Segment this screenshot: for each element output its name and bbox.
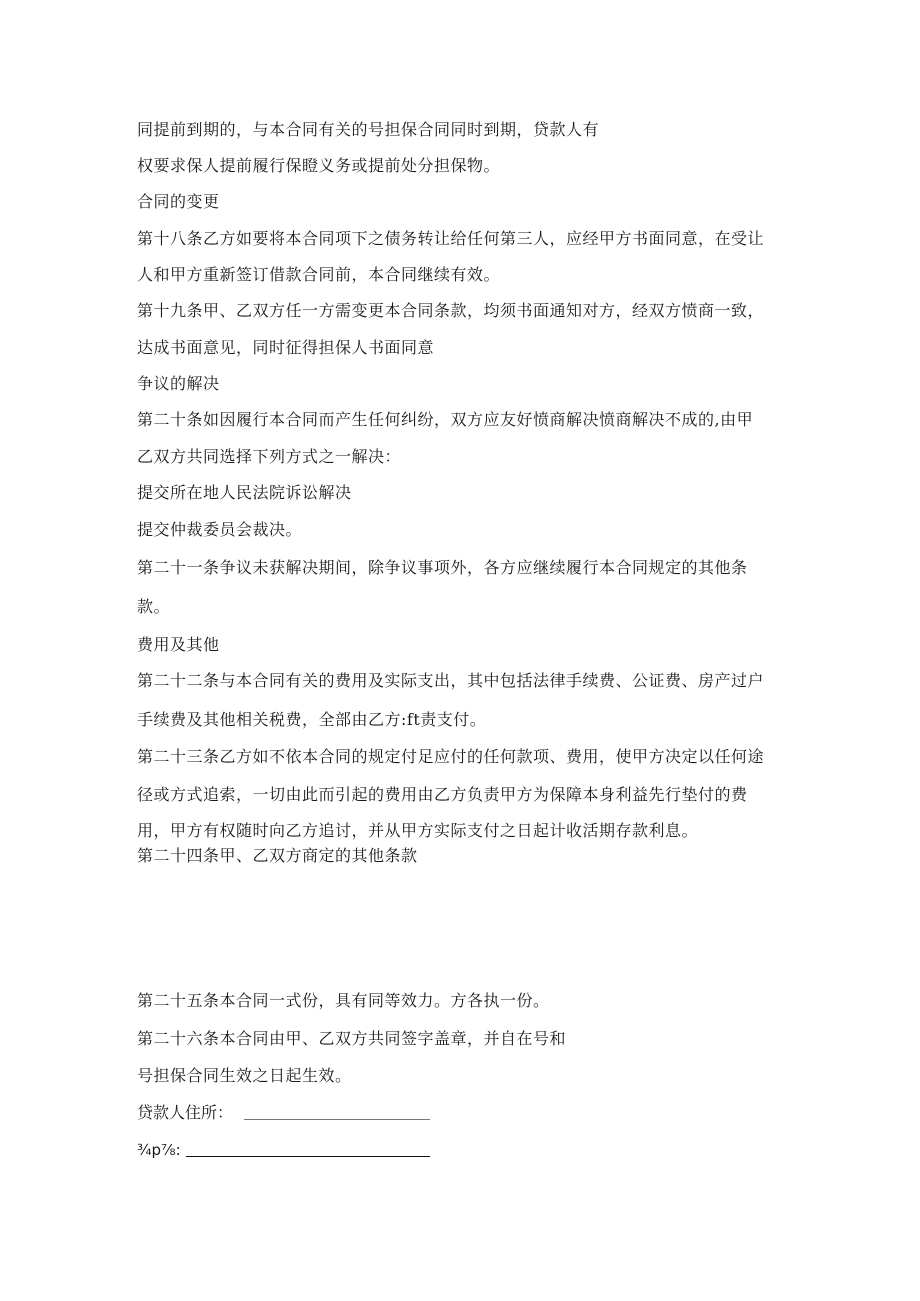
section-heading-dispute: 争议的解决 xyxy=(137,374,220,393)
article-26-line-2: 号担保合同生效之日起生效。 xyxy=(137,1066,352,1085)
article-23-line-2: 径或方式追索，一切由此而引起的费用由乙方负责甲方为保障本身利益先行垫付的费 xyxy=(137,785,748,804)
article-22-line-2: 手续费及其他相关税费，全部由乙方:ft责支付。 xyxy=(137,710,487,729)
dispute-option-court: 提交所在地人民法院诉讼解决 xyxy=(137,483,352,502)
article-26-line-1: 第二十六条本合同由甲、乙双方共同签字盖章，并自在号和 xyxy=(137,1029,567,1048)
garbled-field-blank[interactable] xyxy=(186,1156,430,1157)
article-22-line-1: 第二十二条与本合同有关的费用及实际支出，其中包括法律手续费、公证费、房产过户 xyxy=(137,671,765,690)
article-21-line-2: 款。 xyxy=(137,597,171,616)
lender-address-blank[interactable] xyxy=(244,1119,430,1120)
section-heading-contract-change: 合同的变更 xyxy=(137,192,220,211)
article-23-line-1: 第二十三条乙方如不依本合同的规定付足应付的任何款项、费用，使甲方决定以任何途 xyxy=(137,747,765,766)
article-18-line-2: 人和甲方重新签订借款合同前，本合同继续有效。 xyxy=(137,265,501,284)
article-23-line-3: 用，甲方有权随时向乙方追讨，并从甲方实际支付之日起计收活期存款利息。 xyxy=(137,821,699,840)
garbled-field-label: ¾p⅞: xyxy=(137,1141,181,1159)
text-line-2: 权要求保人提前履行保瞪义务或提前处分担保物。 xyxy=(137,156,501,175)
article-19-line-1: 第十九条甲、乙双方任一方需变更本合同条款，均须书面通知对方，经双方愤商一致， xyxy=(137,301,765,320)
article-19-line-2: 达成书面意见，同时征得担保人书面同意 xyxy=(137,338,435,357)
section-heading-costs: 费用及其他 xyxy=(137,635,220,654)
article-25: 第二十五条本合同一式份，具有同等效力。方各执一份。 xyxy=(137,991,550,1010)
lender-address-label: 贷款人住所： xyxy=(137,1103,234,1122)
article-24: 第二十四条甲、乙双方商定的其他条款 xyxy=(137,846,418,865)
article-18-line-1: 第十八条乙方如要将本合同项下之债务转让给任何第三人，应经甲方书面同意，在受让 xyxy=(137,229,765,248)
article-20-line-1: 第二十条如因履行本合同而产生任何纠纷，双方应友好愤商解决愤商解决不成的,由甲 xyxy=(137,410,754,429)
text-line-1: 同提前到期的，与本合同有关的号担保合同同时到期，贷款人有 xyxy=(137,120,600,139)
article-21-line-1: 第二十一条争议未获解决期间，除争议事项外，各方应继续履行本合同规定的其他条 xyxy=(137,558,748,577)
dispute-option-arbitration: 提交仲裁委员会裁决。 xyxy=(137,520,303,539)
article-20-line-2: 乙双方共同选择下列方式之一解决： xyxy=(137,447,402,466)
